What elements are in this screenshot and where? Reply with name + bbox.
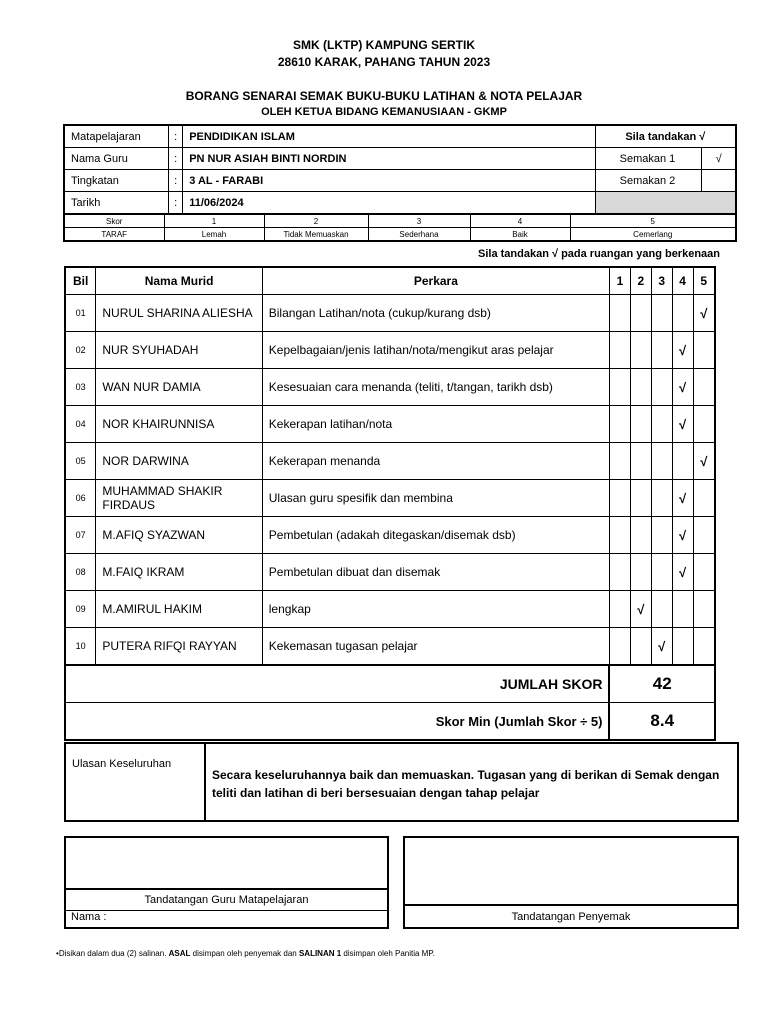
- table-row: [65, 628, 715, 666]
- score-1-cell[interactable]: [609, 332, 630, 369]
- row-bil: 04: [65, 406, 96, 443]
- mean-value: 8.4: [609, 703, 715, 741]
- table-row: [65, 369, 715, 406]
- score-5-cell[interactable]: [693, 591, 715, 628]
- student-name: PUTERA RIFQI RAYYAN: [96, 628, 262, 666]
- info-table: [63, 124, 737, 215]
- score-2-cell[interactable]: [630, 332, 651, 369]
- score-1-cell[interactable]: [609, 628, 630, 666]
- row-bil: 01: [65, 295, 96, 332]
- row-bil: 06: [65, 480, 96, 517]
- col-score-2: 2: [630, 267, 651, 295]
- student-name: NUR SYUHADAH: [96, 332, 262, 369]
- score-1-cell[interactable]: [609, 369, 630, 406]
- check2-label: Semakan 2: [595, 170, 702, 192]
- shaded-cell: [595, 192, 736, 215]
- score-2-cell[interactable]: [630, 443, 651, 480]
- footnote-part1: Disikan dalam dua (2) salinan.: [58, 949, 169, 958]
- tick-mark: √: [679, 416, 687, 432]
- table-row: [65, 406, 715, 443]
- level-value: 3 AL - FARABI: [183, 170, 595, 192]
- checklist-item: Bilangan Latihan/nota (cukup/kurang dsb): [262, 295, 609, 332]
- skor-label: Skor: [64, 214, 164, 228]
- check1-label: Semakan 1: [595, 148, 702, 170]
- score-1: 1: [164, 214, 264, 228]
- total-label: JUMLAH SKOR: [65, 665, 609, 703]
- row-bil: 03: [65, 369, 96, 406]
- level-2: Tidak Memuaskan: [264, 228, 368, 242]
- score-2-cell[interactable]: [630, 554, 651, 591]
- teacher-label: Nama Guru: [64, 148, 169, 170]
- colon: :: [169, 192, 183, 215]
- checklist-item: Kekemasan tugasan pelajar: [262, 628, 609, 666]
- score-5-cell[interactable]: [693, 369, 715, 406]
- checker-signature-label: Tandatangan Penyemak: [405, 904, 737, 929]
- school-address: 28610 KARAK, PAHANG TAHUN 2023: [277, 55, 491, 69]
- table-row: [65, 480, 715, 517]
- colon: :: [169, 148, 183, 170]
- date-label: Tarikh: [64, 192, 169, 215]
- score-4-cell[interactable]: [672, 369, 693, 406]
- mean-label: Skor Min (Jumlah Skor ÷ 5): [65, 703, 609, 741]
- checklist-item: Kepelbagaian/jenis latihan/nota/mengikut aras pelajar: [262, 332, 609, 369]
- remarks-label: Ulasan Keseluruhan: [66, 744, 206, 820]
- footnote-part3: disimpan oleh Panitia MP.: [341, 949, 435, 958]
- row-bil: 05: [65, 443, 96, 480]
- total-value: 42: [609, 665, 715, 703]
- score-4-cell[interactable]: [672, 554, 693, 591]
- score-3-cell[interactable]: [651, 628, 672, 666]
- score-5: 5: [570, 214, 736, 228]
- score-1-cell[interactable]: [609, 554, 630, 591]
- score-3: 3: [368, 214, 470, 228]
- score-2-cell[interactable]: [630, 591, 651, 628]
- col-score-1: 1: [609, 267, 630, 295]
- remarks-text: Secara keseluruhannya baik dan memuaskan. Tugasan yang di berikan di Semak dengan teliti dan latihan di beri bersesuaian dengan tahap pelajar: [212, 768, 720, 800]
- subject-label: Matapelajaran: [64, 125, 169, 148]
- row-bil: 08: [65, 554, 96, 591]
- tick-mark: √: [700, 305, 708, 321]
- teacher-value: PN NUR ASIAH BINTI NORDIN: [183, 148, 595, 170]
- col-name: Nama Murid: [96, 267, 262, 295]
- score-1-cell[interactable]: [609, 591, 630, 628]
- score-3-cell[interactable]: [651, 369, 672, 406]
- col-score-5: 5: [693, 267, 715, 295]
- score-5-cell[interactable]: [693, 517, 715, 554]
- row-bil: 02: [65, 332, 96, 369]
- score-3-cell[interactable]: [651, 480, 672, 517]
- footnote-salinan: SALINAN 1: [298, 949, 342, 958]
- tick-instruction-note: Sila tandakan √ pada ruangan yang berkenaan: [478, 248, 720, 260]
- score-4-cell[interactable]: [672, 517, 693, 554]
- score-3-cell[interactable]: [651, 517, 672, 554]
- col-score-3: 3: [651, 267, 672, 295]
- score-4-cell[interactable]: [672, 591, 693, 628]
- score-3-cell[interactable]: [651, 443, 672, 480]
- score-4-cell[interactable]: [672, 443, 693, 480]
- checklist-item: Kesesuaian cara menanda (teliti, t/tangan, tarikh dsb): [262, 369, 609, 406]
- score-3-cell[interactable]: [651, 591, 672, 628]
- tick-mark: √: [679, 490, 687, 506]
- col-item: Perkara: [262, 267, 609, 295]
- table-row: [65, 295, 715, 332]
- check2-mark[interactable]: [702, 170, 736, 192]
- score-3-cell[interactable]: [651, 295, 672, 332]
- taraf-label: TARAF: [64, 228, 164, 242]
- col-score-4: 4: [672, 267, 693, 295]
- form-title: BORANG SENARAI SEMAK BUKU-BUKU LATIHAN & NOTA PELAJAR: [185, 89, 583, 103]
- score-5-cell[interactable]: [693, 295, 715, 332]
- school-name: SMK (LKTP) KAMPUNG SERTIK: [293, 38, 475, 52]
- footnote: [56, 949, 435, 958]
- student-name: M.FAIQ IKRAM: [96, 554, 262, 591]
- score-1-cell[interactable]: [609, 295, 630, 332]
- checklist-item: Kekerapan menanda: [262, 443, 609, 480]
- colon: :: [169, 125, 183, 148]
- score-5-cell[interactable]: [693, 332, 715, 369]
- checklist-table: [64, 266, 716, 741]
- score-4-cell[interactable]: [672, 480, 693, 517]
- score-2-cell[interactable]: [630, 628, 651, 666]
- score-5-cell[interactable]: [693, 480, 715, 517]
- tick-mark: √: [679, 379, 687, 395]
- score-3-cell[interactable]: [651, 554, 672, 591]
- table-row: [65, 591, 715, 628]
- student-name: NURUL SHARINA ALIESHA: [96, 295, 262, 332]
- score-4-cell[interactable]: [672, 406, 693, 443]
- score-2-cell[interactable]: [630, 295, 651, 332]
- score-5-cell[interactable]: [693, 628, 715, 666]
- score-2-cell[interactable]: [630, 369, 651, 406]
- score-1-cell[interactable]: [609, 443, 630, 480]
- level-5: Cemerlang: [570, 228, 736, 242]
- remarks-box: [64, 742, 739, 822]
- score-scale-table: [63, 213, 737, 242]
- table-row: [65, 517, 715, 554]
- col-bil: Bil: [65, 267, 96, 295]
- level-label: Tingkatan: [64, 170, 169, 192]
- table-row: [65, 443, 715, 480]
- score-5-cell[interactable]: [693, 406, 715, 443]
- student-name: NOR DARWINA: [96, 443, 262, 480]
- score-1-cell[interactable]: [609, 480, 630, 517]
- student-name: MUHAMMAD SHAKIR FIRDAUS: [96, 480, 262, 517]
- level-3: Sederhana: [368, 228, 470, 242]
- score-3-cell[interactable]: [651, 406, 672, 443]
- colon: :: [169, 170, 183, 192]
- footnote-bullet: •: [56, 949, 59, 958]
- tick-mark: √: [679, 527, 687, 543]
- tick-mark: √: [637, 601, 645, 617]
- tick-mark: √: [679, 564, 687, 580]
- level-4: Baik: [470, 228, 570, 242]
- score-3-cell[interactable]: [651, 332, 672, 369]
- level-1: Lemah: [164, 228, 264, 242]
- score-4-cell[interactable]: [672, 332, 693, 369]
- score-1-cell[interactable]: [609, 517, 630, 554]
- student-name: NOR KHAIRUNNISA: [96, 406, 262, 443]
- name-label: Nama :: [71, 911, 107, 923]
- footnote-asal: ASAL: [168, 949, 191, 958]
- checklist-item: Pembetulan (adakah ditegaskan/disemak dsb): [262, 517, 609, 554]
- score-2-cell[interactable]: [630, 517, 651, 554]
- footnote-part2: disimpan oleh penyemak dan: [190, 949, 299, 958]
- tick-mark: √: [700, 453, 708, 469]
- row-bil: 10: [65, 628, 96, 666]
- score-1-cell[interactable]: [609, 406, 630, 443]
- score-5-cell[interactable]: [693, 443, 715, 480]
- student-name: M.AMIRUL HAKIM: [96, 591, 262, 628]
- tick-instruction: Sila tandakan √: [595, 125, 736, 148]
- student-name: M.AFIQ SYAZWAN: [96, 517, 262, 554]
- score-5-cell[interactable]: [693, 554, 715, 591]
- score-4-cell[interactable]: [672, 295, 693, 332]
- teacher-signature-box: [64, 836, 389, 929]
- tick-mark: √: [679, 342, 687, 358]
- score-2: 2: [264, 214, 368, 228]
- table-row: [65, 554, 715, 591]
- tick-mark: √: [658, 638, 666, 654]
- form-subtitle: OLEH KETUA BIDANG KEMANUSIAAN - GKMP: [261, 106, 507, 118]
- checklist-item: Pembetulan dibuat dan disemak: [262, 554, 609, 591]
- score-4: 4: [470, 214, 570, 228]
- table-row: [65, 332, 715, 369]
- checklist-item: Ulasan guru spesifik dan membina: [262, 480, 609, 517]
- check1-mark[interactable]: √: [702, 148, 736, 170]
- score-4-cell[interactable]: [672, 628, 693, 666]
- score-2-cell[interactable]: [630, 480, 651, 517]
- checklist-item: Kekerapan latihan/nota: [262, 406, 609, 443]
- teacher-signature-label: Tandatangan Guru Matapelajaran: [66, 888, 387, 911]
- row-bil: 07: [65, 517, 96, 554]
- row-bil: 09: [65, 591, 96, 628]
- checker-signature-box: [403, 836, 739, 929]
- student-name: WAN NUR DAMIA: [96, 369, 262, 406]
- date-value: 11/06/2024: [183, 192, 595, 215]
- checklist-item: lengkap: [262, 591, 609, 628]
- score-2-cell[interactable]: [630, 406, 651, 443]
- subject-value: PENDIDIKAN ISLAM: [183, 125, 595, 148]
